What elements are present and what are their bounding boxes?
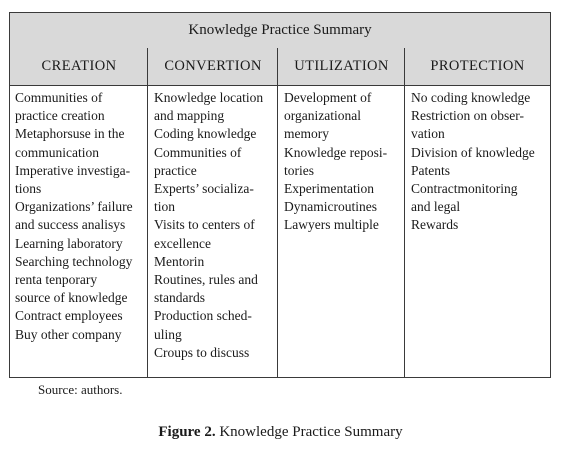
cell-line: practice creation: [15, 108, 105, 124]
cell-line: Communities of: [154, 144, 242, 160]
table-title: Knowledge Practice Summary: [10, 13, 550, 49]
cell-line: communication: [15, 144, 99, 160]
source-note: Source: authors.: [38, 382, 123, 397]
column-divider: [277, 48, 278, 377]
cell-line: Production sched-: [154, 308, 252, 324]
cell-line: Mentorin: [154, 253, 205, 269]
cell-line: Rewards: [411, 217, 459, 233]
cell-line: and mapping: [154, 108, 225, 124]
caption-label: Figure 2.: [158, 424, 216, 440]
figure-caption: [0, 424, 561, 441]
cell-line: and success analisys: [15, 217, 126, 233]
cell-line: Patents: [411, 162, 450, 178]
cell-line: Division of knowledge: [411, 144, 535, 160]
cell-line: Learning laboratory: [15, 235, 123, 251]
cell-line: Visits to centers of: [154, 217, 255, 233]
cell-line: tion: [154, 199, 176, 215]
column-header-convertion: CONVERTION: [164, 58, 262, 74]
cell-line: Contractmonitoring: [411, 181, 518, 197]
cell-line: source of knowledge: [15, 290, 128, 306]
utilization-cell: [284, 89, 387, 235]
cell-line: standards: [154, 290, 205, 306]
creation-cell: [15, 89, 133, 344]
cell-line: Knowledge reposi-: [284, 144, 388, 160]
cell-line: Communities of: [15, 90, 103, 105]
cell-line: Dynamicroutines: [284, 199, 377, 215]
caption-text: Knowledge Practice Summary: [215, 424, 403, 440]
knowledge-practice-table: [9, 12, 551, 378]
convertion-cell: [154, 89, 263, 362]
cell-line: Experts’ socializa-: [154, 181, 254, 197]
cell-line: Metaphorsuse in the: [15, 126, 125, 142]
cell-line: Experimentation: [284, 181, 374, 197]
cell-line: tories: [284, 162, 314, 178]
cell-line: Organizations’ failure: [15, 199, 133, 215]
cell-line: Lawyers multiple: [284, 217, 379, 233]
cell-line: No coding knowledge: [411, 90, 531, 105]
cell-line: uling: [154, 326, 182, 342]
cell-line: Croups to discuss: [154, 344, 250, 360]
cell-line: Imperative investiga-: [15, 162, 131, 178]
cell-line: Contract employees: [15, 308, 123, 324]
table-header-row: [10, 48, 550, 86]
cell-line: Development of: [284, 90, 372, 105]
protection-cell: [411, 89, 535, 235]
cell-line: and legal: [411, 199, 461, 215]
cell-line: Routines, rules and: [154, 272, 258, 288]
column-header-protection: PROTECTION: [430, 58, 525, 74]
cell-line: Knowledge location: [154, 90, 264, 105]
cell-line: organizational: [284, 108, 361, 124]
cell-line: memory: [284, 126, 329, 142]
cell-line: Restriction on obser-: [411, 108, 524, 124]
column-header-creation: CREATION: [41, 58, 117, 74]
cell-line: renta tenporary: [15, 272, 98, 288]
cell-line: Coding knowledge: [154, 126, 257, 142]
column-divider: [147, 48, 148, 377]
cell-line: practice: [154, 162, 197, 178]
cell-line: tions: [15, 181, 42, 197]
cell-line: Buy other company: [15, 326, 122, 342]
column-divider: [404, 48, 405, 377]
column-header-utilization: UTILIZATION: [294, 58, 389, 74]
cell-line: Searching technology: [15, 253, 133, 269]
cell-line: excellence: [154, 235, 211, 251]
cell-line: vation: [411, 126, 445, 142]
